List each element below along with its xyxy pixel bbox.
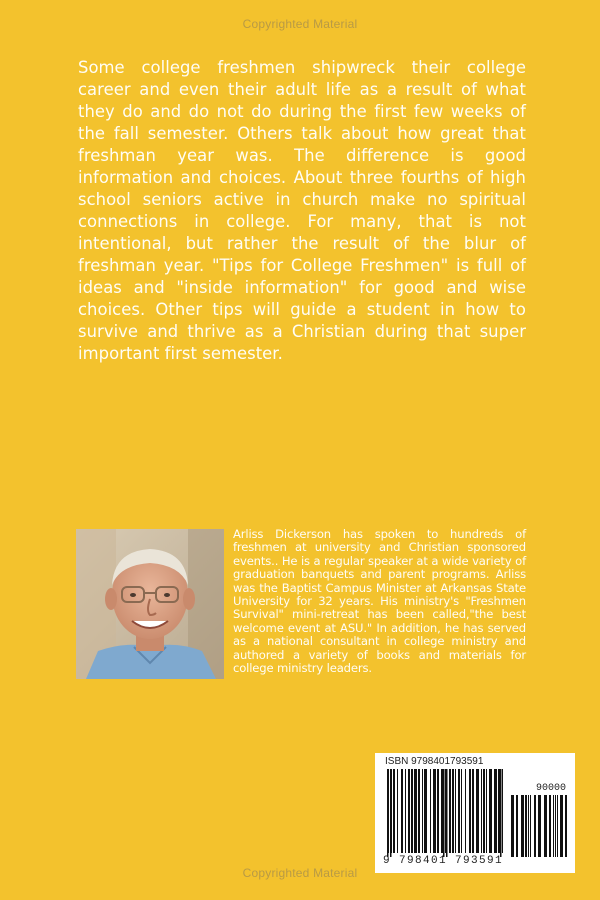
author-photo xyxy=(76,529,224,679)
copyright-watermark-bottom: Copyrighted Material xyxy=(242,866,358,880)
price-code: 90000 xyxy=(536,783,567,794)
isbn-label: ISBN 9798401793591 xyxy=(385,756,484,767)
isbn-digits: 9 798401 793591 xyxy=(383,855,504,867)
isbn-barcode xyxy=(375,753,575,873)
author-bio: Arliss Dickerson has spoken to hundreds of freshmen at university and Christian sponsored events.. He is a regular speaker at a wide variety of graduation banquets and parent programs. Arliss was the Baptist Campus Minister at Arkansas State University for 32 years. His ministry's "Freshmen Survival" mini-retreat has been called,"the best welcome event at ASU." In addition, he has served as a national consultant in college ministry and authored a variety of books and materials for college ministry leaders. xyxy=(233,527,526,676)
author-portrait-image xyxy=(76,529,224,679)
back-cover-blurb: Some college freshmen shipwreck their college career and even their adult life as a result of what they do and do not do during the first few weeks of the fall semester. Others talk about how great that freshman year was. The difference is good information and choices. About three fourths of high school seniors active in church make no spiritual connections in college. For many, that is not intentional, but rather the result of the blur of freshman year. "Tips for College Freshmen" is full of ideas and "inside information" for good and wise choices. Other tips will guide a student in how to survive and thrive as a Christian during that super important first semester. xyxy=(78,58,526,363)
copyright-watermark-top: Copyrighted Material xyxy=(242,17,358,31)
